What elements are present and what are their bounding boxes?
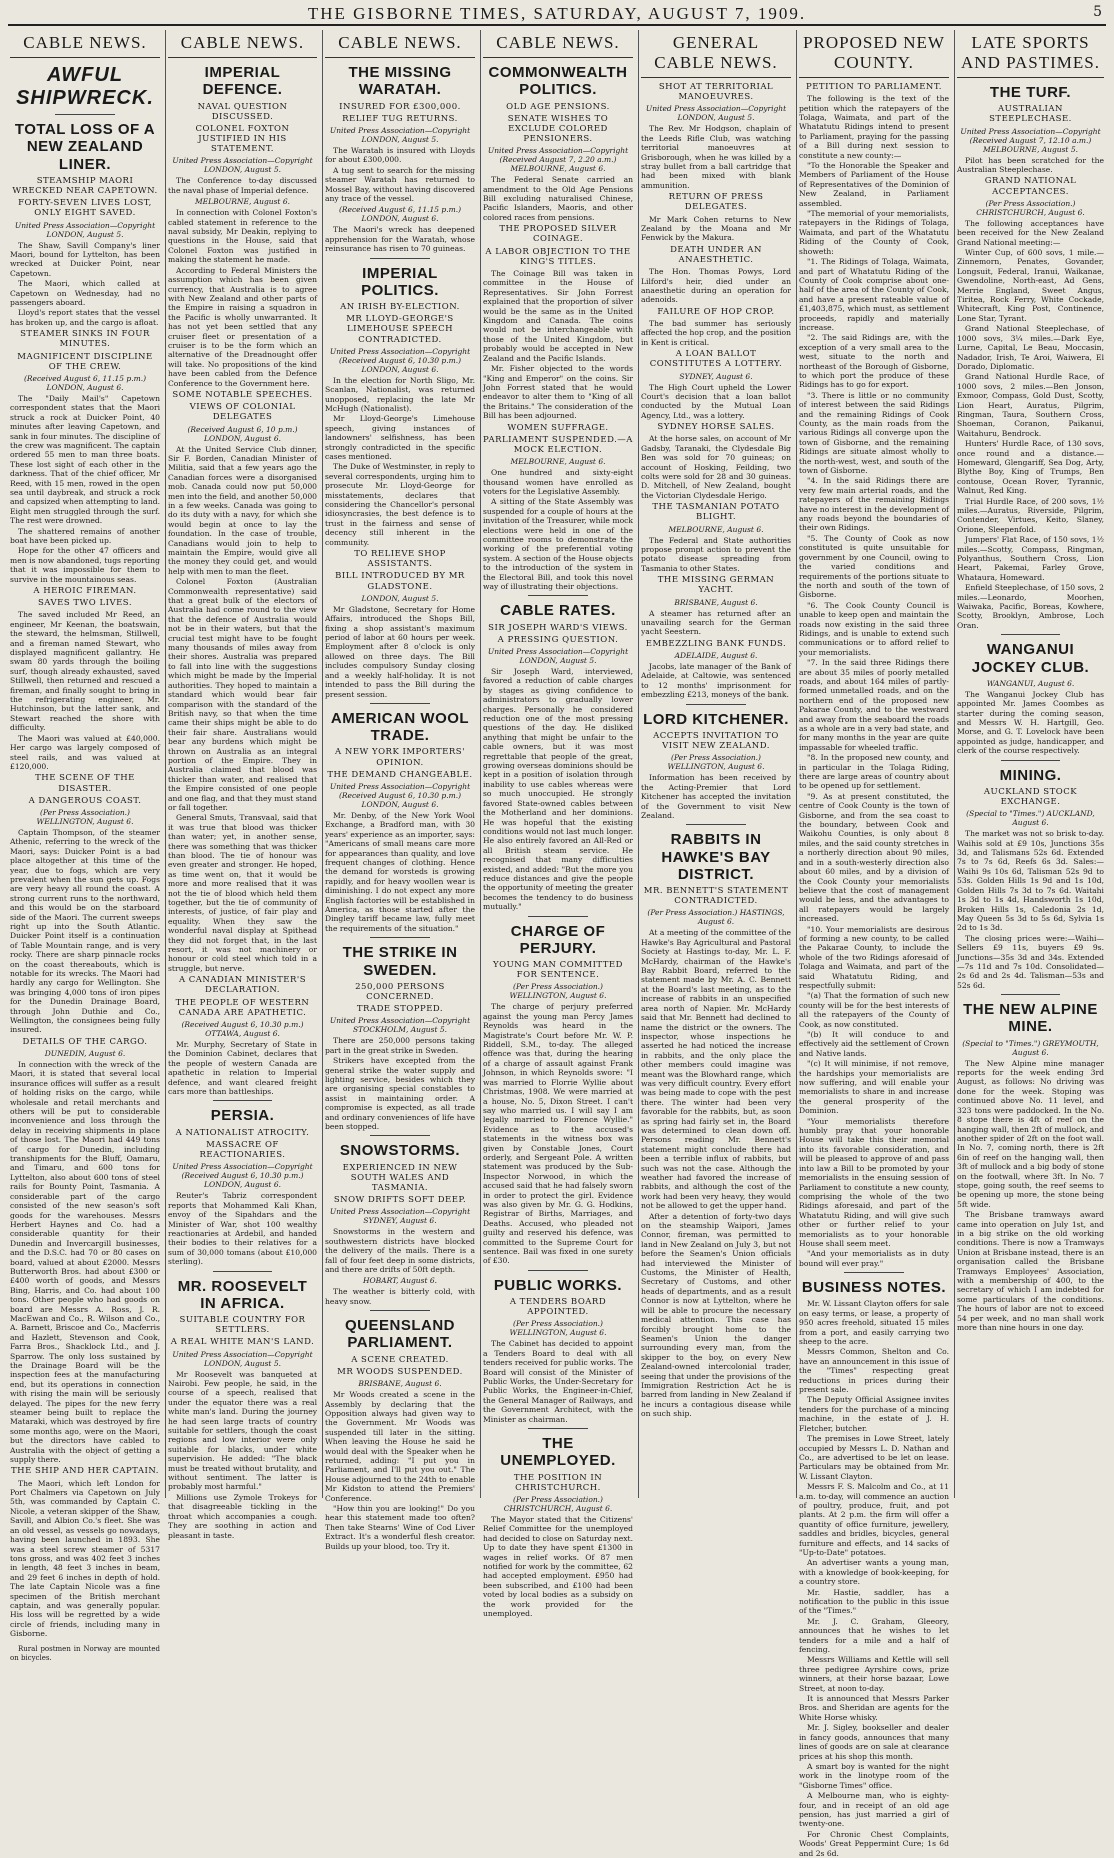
divider xyxy=(528,1270,588,1271)
paragraph: Information has been received by the Acting-Premier that Lord Kitchener has accepted the invitation of the Government to visit New Zealand. xyxy=(641,773,791,820)
dateline: LONDON, August 5. xyxy=(361,593,439,603)
paragraph: Pilot has been scratched for the Australian Steeplechase. xyxy=(957,155,1104,175)
subheading: A DANGEROUS COAST. xyxy=(28,795,142,806)
divider xyxy=(370,258,430,259)
dateline: MELBOURNE, August 6. xyxy=(668,524,764,534)
dateline: United Press Association—Copyright LONDON, August 5. xyxy=(172,156,313,175)
dateline: United Press Association—Copyright (Received August 6, 10.30 p.m.) LONDON, August 6. xyxy=(329,346,471,374)
divider xyxy=(370,937,430,938)
paragraph: "1. The Ridings of Tolaga, Waimata, and part of Whatatutu Riding of the County of Cook comprise about one-half of the area of the County of Cook, and have a present rateable value of £1,403,875, which must, as settlement proceeds, rapidly and materially increase. xyxy=(799,257,949,332)
paragraph: Lloyd's report states that the vessel has broken up, and the cargo is afloat. xyxy=(10,308,160,327)
paragraph: The Federal and State authorities propose prompt action to prevent the potato disease spreading from Tasmania to other States. xyxy=(641,535,791,573)
paragraph: At a meeting of the committee of the Hawke's Bay Agricultural and Pastoral Society at Hastings to-day, Mr. L. F. McHardy, chairman of the Hawke's Bay Rabbit Board, referred to the statement made by Mr. A. C. Bennett at the Board's last meeting, as to the increase of rabbits in an unspecified area north of Napier. Mr. McHardy said that Mr. Bennett had declined to name the district or the owners. The inspector, whose inspections he asserted he had noticed the increase in rabbits, and the only place the other members could imagine was meant was the Blowhard range, which was very difficult country. Every effort was being made to cope with the pest there. The winter had been very favorable for the rabbits, but, as soon as spring had fairly set in, the Board was determined to clean down off. Persons reading Mr. Bennett's statement might conclude there had been a terrible influx of rabbits, but such was not the case. Although the weather had favored the increase of rabbits, and although the cost of the work had been very heavy, they would not be allowed to get the upper hand. xyxy=(641,928,791,1211)
column-banner: CABLE NEWS. xyxy=(168,30,317,58)
paragraph: Messrs F. S. Malcolm and Co., at 11 a.m. to-day, will commence an auction of poultry, produce, fruit, and pot plants. At 2 p.m. the firm will offer a quantity of office furniture, jewellery, saddles and bridles, bicycles, general furniture and effects, and 14 sacks of "Up-to-Date" potatoes. xyxy=(799,1482,949,1557)
subheading: STEAMER SINKS IN FOUR MINUTES. xyxy=(20,329,150,350)
subheading: A TENDERS BOARD APPOINTED. xyxy=(509,1297,607,1318)
subheading: EXPERIENCED IN NEW SOUTH WALES AND TASMANIA. xyxy=(342,1162,458,1193)
subheading: THE MISSING GERMAN YACHT. xyxy=(657,575,775,596)
subheading: YOUNG MAN COMMITTED FOR SENTENCE. xyxy=(493,960,623,981)
subheading: A PRESSING QUESTION. xyxy=(497,634,619,645)
subheading: SHOT AT TERRITORIAL MANOEUVRES. xyxy=(658,82,774,103)
subheading: MAGNIFICENT DISCIPLINE OF THE CREW. xyxy=(17,351,153,372)
column-body xyxy=(168,64,317,1540)
subheading: PETITION TO PARLIAMENT. xyxy=(805,82,942,92)
column-banner: PROPOSED NEW COUNTY. xyxy=(799,30,949,78)
paragraph: A smart boy is wanted for the night work in the linotype room of the "Gisborne Times" office. xyxy=(799,1761,949,1790)
headline: AWFUL SHIPWRECK. xyxy=(16,64,154,109)
paragraph: The Duke of Westminster, in reply to several correspondents, urging him to prosecute Mr. Lloyd-George for misstatements, declares that considering the Chancellor's personal idiosyncrasies, the best defence is to trust in the fairness and sense of decency still inherent in the community. xyxy=(325,462,475,547)
dateline: (Per Press Association.) CHRISTCHURCH, August 6. xyxy=(503,1494,613,1513)
subheading: NAVAL QUESTION DISCUSSED. xyxy=(197,101,288,122)
subheading: A REAL WHITE MAN'S LAND. xyxy=(170,1337,315,1348)
headline: MINING. xyxy=(999,766,1062,784)
subheading: EMBEZZLING BANK FUNDS. xyxy=(645,638,787,649)
paragraph: The weather is bitterly cold, with heavy snow. xyxy=(325,1287,475,1306)
headline: IMPERIAL DEFENCE. xyxy=(202,64,283,99)
dateline: United Press Association—Copyright (Received August 7, 12.10 a.m.) MELBOURNE, August 5. xyxy=(960,126,1101,154)
subheading: PARLIAMENT SUSPENDED.—A MOCK ELECTION. xyxy=(483,434,633,455)
subheading: A HEROIC FIREMAN. xyxy=(33,586,137,597)
column-banner: CABLE NEWS. xyxy=(483,30,633,58)
dateline: (Per Press Association.) WELLINGTON, August 6. xyxy=(36,807,134,826)
paragraph: The following is the text of the petition which the ratepayers of the Tolaga, Waimata, and part of the Whatatutu Ridings intend to present to Parliament, praying for the passing of a Bill during next session to constitute a new county:— xyxy=(799,94,949,160)
headline: BUSINESS NOTES. xyxy=(801,1279,947,1297)
subheading: THE SCENE OF THE DISASTER. xyxy=(35,773,135,794)
filler-note: Rural postmen in Norway are mounted on bicycles. xyxy=(10,1644,160,1662)
dateline: United Press Association—Copyright SYDNEY, August 6. xyxy=(329,1207,471,1226)
paragraph: Mr Lloyd-George's Limehouse speech, giving instances of landowners' selfishness, has been strongly contradicted in the specific cases mentioned. xyxy=(325,414,475,462)
paragraph: "6. The Cook County Council is unable to keep open and maintain the roads now existing in the said three Ridings, and is unable to extend such communications or to afford relief to your memorialists. xyxy=(799,600,949,657)
column-banner: GENERAL CABLE NEWS. xyxy=(641,30,791,78)
paragraph: A steamer has returned after an unavailing search for the German yacht Seestern. xyxy=(641,608,791,637)
divider xyxy=(686,824,746,825)
divider xyxy=(213,1271,273,1272)
dateline: (Per Press Association.) WELLINGTON, August 6. xyxy=(667,753,765,772)
paragraph: The Brisbane tramways award came into operation on July 1st, and in a big strike on the old working conditions. There is now a Tramways Union at Brisbane instead, there is an organisation called the Brisbane Tramways Employees' Association, with a membership of 400, to the secretary of which I am indebted for some particulars of the conditions. The hours of labor are not to exceed 54 per week, and no man shall work more than nine hours in one day. xyxy=(957,1210,1104,1333)
headline: MR. ROOSEVELT IN AFRICA. xyxy=(177,1277,308,1312)
subheading: OLD AGE PENSIONS. xyxy=(506,101,610,112)
paragraph: "And your memorialists as in duty bound will ever pray." xyxy=(799,1249,949,1268)
paragraph: "To the Honorable the Speaker and Members of Parliament of the House of Representatives of the Dominion of New Zealand, in Parliament assembled. xyxy=(799,161,949,208)
subheading: FAILURE OF HOP CROP. xyxy=(657,306,775,317)
paragraph: Hope for the other 47 officers and men is now abandoned, tugs reporting that it was impossible for them to survive in the mountainous seas. xyxy=(10,546,160,584)
dateline: WANGANUI, August 6. xyxy=(986,678,1075,688)
divider xyxy=(686,704,746,705)
subheading: A LABOR OBJECTION TO THE KING'S TITLES. xyxy=(485,246,631,267)
column-4 xyxy=(480,30,635,1619)
paragraph: A Melbourne man, who is eighty-four, and in receipt of an old age pension, has just married a girl of twenty-one. xyxy=(799,1791,949,1829)
dateline: MELBOURNE, August 6. xyxy=(510,457,606,467)
paragraph: Reuter's Tabriz correspondent reports that Mohammed Kali Khan, envoy of the Sipahdars and the Minister of War, shot 100 wealthy reactionaries at Ardebil, and handed their bodies to their relatives for a sum of 30,000 tomans (about £10,000 sterling). xyxy=(168,1191,317,1267)
headline: WANGANUI JOCKEY CLUB. xyxy=(971,641,1090,676)
paragraph: Messrs Common, Shelton and Co. have an announcement in this issue of the "Times" respecting great reductions in prices during their present sale. xyxy=(799,1347,949,1395)
subheading: MR LLOYD-GEORGE'S LIMEHOUSE SPEECH CONTRADICTED. xyxy=(346,314,454,345)
subheading: SUITABLE COUNTRY FOR SETTLERS. xyxy=(179,1315,306,1336)
dateline: (Per Press Association.) HASTINGS, August 6. xyxy=(647,908,785,927)
paragraph: Strikers have excepted from the general strike the water supply and lighting service, besides which they are organising special constables to assist in maintaining order. A compromise is expected, as all trade and ordinary conveniences of life have been stopped. xyxy=(325,1056,475,1131)
dateline: United Press Association—Copyright LONDON, August 5. xyxy=(14,220,156,239)
paragraph: "(c) It will minimise, if not remove, the hardships your memorialists are now suffering, and will enable your memorialists to share in and increase the general prosperity of the Dominion. xyxy=(799,1059,949,1116)
subheading: FORTY-SEVEN LIVES LOST, ONLY EIGHT SAVED. xyxy=(18,198,152,219)
column-7 xyxy=(954,30,1106,1498)
paragraph: At the horse sales, on account of Mr Gadsby, Taranaki, the Clydesdale Big Ben was sold for 70 guineas; on account of Hosking, Feilding, two colts were sold for 28 and 30 guineas. D. Mitchell, of New Zealand, bought the Victorian Clydesdale Herigo. xyxy=(641,434,791,500)
paragraph: General Smuts, Transvaal, said that it was true that blood was thicker than water; yet, in another sense, there was something that was thicker than blood. The tie of honour was even greater and stronger. He hoped, as time went on, that it would be more and more realised that it was not the tie of blood which held them together, but the tie of community of interests, of justice, of fair play and equality. When they saw the wonderful naval display at Spithead they did not forget that, in the last resort, it was not machinery or honour or cold steel which told in a struggle, but nerve. xyxy=(168,813,317,973)
paragraph: The closing prices were:—Waihi—Sellers £9 11s, buyers £9 9s. Junctions—35s 3d and 34s. Extended—7s 11d and 7s 10d. Consolidated—2s 6d and 2s 4d. Talisman—53s and 52s 6d. xyxy=(957,933,1104,990)
subheading: DETAILS OF THE CARGO. xyxy=(22,1036,148,1047)
subheading: A LOAN BALLOT CONSTITUTES A LOTTERY. xyxy=(649,349,783,370)
paragraph: In connection with the wreck of the Maori, it is stated that several local insurance offices will suffer as a result of holding risks on the cargo, while wholesale and retail merchants and others will be put to considerable inconvenience and loss through the delay in receiving shipments in place of those lost. The Maori had 449 tons of cargo for Dunedin, including transhipments for the Bluff, Oamaru, and Timaru, and 600 tons for Lyttelton, also about 600 tons of steel rails for Bounty Point, Tasmania. A considerable part of the cargo consisted of the new season's soft goods for the warehouses. Messrs Herbert Haynes and Co. had a considerable quantity for their Dunedin and Invercargill businesses, and the D.S.C. had 70 or 80 cases on board, valued at about £2000. Messrs Butterworth Bros. had about £300 or £400 worth of goods, and Messrs Bing, Harris, and Co. had about 100 tons. Other people who had goods on board are Messrs A. Ross, J. R. MacEwan and Co., R. Wilson and Co., A. Barnett, Briscoe and Co., Macferris and Hazlett, Stevenson and Cook, Farra Bros., Shacklock Ltd., and J. Sparrow. The only loss sustained by the Drainage Board will be the inspection fees at the manufacturing end, but its operations in connection with rising the main will be seriously delayed. The pipes for the new ferry steamer being built to replace the Mataraki, which was destroyed by fire some months ago, were on the Maori, but the directors have cabled to Australia with the object of getting a supply there. xyxy=(10,1060,160,1465)
dateline: BRISBANE, August 6. xyxy=(358,1379,442,1389)
paragraph: Millions use Zymole Trokeys for that disagreeable tickling in the throat which accompanies a cough. They are soothing in action and pleasant in taste. xyxy=(168,1492,317,1540)
subheading: INSURED FOR £300,000. xyxy=(339,101,461,112)
subheading: SNOW DRIFTS SOFT DEEP. xyxy=(333,1195,467,1206)
headline: TOTAL LOSS OF A NEW ZEALAND LINER. xyxy=(14,121,156,173)
column-3 xyxy=(322,30,477,1551)
subheading: THE PEOPLE OF WESTERN CANADA ARE APATHETIC. xyxy=(175,997,310,1018)
paragraph: The Maori was valued at £40,000. Her cargo was largely composed of steel rails, and was valued at £120,000. xyxy=(10,733,160,771)
divider xyxy=(55,114,115,115)
column-6 xyxy=(796,30,951,1858)
headline: CHARGE OF PERJURY. xyxy=(510,922,606,957)
divider xyxy=(1001,994,1060,995)
headline: THE NEW ALPINE MINE. xyxy=(963,1001,1098,1036)
divider xyxy=(1001,634,1060,635)
subheading: AN IRISH BY-ELECTION. xyxy=(340,302,460,313)
headline: IMPERIAL POLITICS. xyxy=(361,264,439,299)
headline: QUEENSLAND PARLIAMENT. xyxy=(344,1317,455,1352)
column-banner: CABLE NEWS. xyxy=(325,30,475,58)
column-body xyxy=(483,64,633,1618)
column-banner: LATE SPORTS AND PASTIMES. xyxy=(957,30,1104,78)
paragraph: Captain Thompson, of the steamer Athenic, referring to the wreck of the Maori, says: Duicker Point is a bad place altogether at this time of the year, due to fogs, which are very prevalent when the sun gets up. Fogs are very heavy all round the coast. A strong current runs to the northward, and this would be on the starboard side of the Maori. The current sweeps right up into the South Atlantic. Duicker Point itself is a continuation of Table Mountain range, and is very rocky. There are sharp pinnacle rocks on the coast thereabouts, which is notable for its wrecks. The Maori had hardly any cargo for Wellington. She was bringing 4,000 tons of iron pipes for the Dunedin Drainage Board, through John Duthie and Co., Wellington, the consignees being fully insured. xyxy=(10,827,160,1035)
paragraph: The charge of perjury preferred against the young man Percy James Reynolds was heard in the Magistrate's Court before Mr. W. P. Riddell, S.M., to-day. The alleged offence was that, during the hearing of a charge of assault against Frank Johnson, in which Reynolds swore: "I was married to Florrie Wyllie about Christmas, 1908. We were married at a house, No. 5, Dixon Street. I can't say who married us. I will say I am legally married to Florence Wyllie." Evidence as to the accused's statements in the witness box was given by Constable Jones, Court orderly, and Sergeant Pole. A written statement was produced by the Sub-Inspector Norwood, in which the accused said that he had falsely sworn in order to protect the girl. Evidence was also given by Mr. G. G. Hodkins, Registrar of Births, Marriages, and Deaths. Accused, who pleaded not guilty and reserved his defence, was committed to the Supreme Court for sentence. Bail was fixed in one surety of £30. xyxy=(483,1002,633,1266)
paragraph: A sitting of the State Assembly was suspended for a couple of hours at the invitation of the Treasurer, while mock elections were held in one of the committee rooms to demonstrate the working of the preferential voting system. A section of the House objects to the introduction of the system in the Electoral Bill, and took this novel way of illustrating their objections. xyxy=(483,497,633,591)
paragraph: One hundred and sixty-eight thousand women have enrolled as voters for the Legislative Assembly. xyxy=(483,468,633,496)
paragraph: Colonel Foxton (Australian Commonwealth representative) said that a great bulk of the electors of Australia had come round to the view that the defence of Australia would not be in their waters, but that the crucial test might have to be fought many thousands of miles away from their shores. Australia was prepared to fall into line with the suggestions which might be made by the Imperial authorities. They hoped to maintain a standard which would bear fair comparison with the standard of the British navy, so that when the time came their ships might be able to do their fair share. Australians would bear any burdens which might be thrown on Australia as an integral portion of the Empire. They in Australia claimed that blood was thicker than water, and realised that the Empire consisted of one people and one flag, and that they must stand or fall together. xyxy=(168,577,317,812)
headline: COMMONWEALTH POLITICS. xyxy=(488,64,628,99)
paragraph: Mr Gladstone, Secretary for Home Affairs, introduced the Shops Bill, fixing a shop assistant's maximum period of labor at 60 hours per week. Employment after 8 o'clock is only allowed on three days. The Bill includes compulsory Sunday closing and a weekly half-holiday. It is not intended to pass the Bill during the present session. xyxy=(325,604,475,699)
subheading: COLONEL FOXTON JUSTIFIED IN HIS STATEMENT. xyxy=(195,123,290,155)
dateline: (Per Press Association.) CHRISTCHURCH, August 6. xyxy=(976,198,1085,217)
dateline: DUNEDIN, August 6. xyxy=(44,1049,126,1058)
paragraph: "8. In the proposed new county, and in particular in the Tolaga Riding, there are large areas of country about to be opened up for settlement. xyxy=(799,753,949,791)
subheading: AUCKLAND STOCK EXCHANGE. xyxy=(983,786,1078,808)
paragraph: Grand National Hurdle Race, of 1000 sovs, 2 miles.—Ben Jonson, Exmoor, Compass, Gold Dust, Scotty, Lion Heart, Auratus, Pilgrim, Ringman, Taura, Southern Cross, Shoeman, Coranon, Paikanui, Waitahuru, Bendrock. xyxy=(957,372,1104,438)
paragraph: The Federal Senate carried an amendment to the Old Age Pensions Bill excluding naturalised Chinese, Pacific Islanders, Maoris, and other colored races from pensions. xyxy=(483,175,633,222)
dateline: (Per Press Association.) WELLINGTON, August 6. xyxy=(509,1319,607,1338)
column-2 xyxy=(165,30,319,1540)
column-5 xyxy=(638,30,793,1498)
paragraph: The Deputy Official Assignee invites tenders for the purchase of a mincing machine, in the estate of J. H. Fletcher, butcher. xyxy=(799,1395,949,1433)
subheading: TRADE STOPPED. xyxy=(356,1004,444,1015)
paragraph: "10. Your memorialists are desirous of forming a new county, to be called the Pakarae County, to include the whole of the two Ridings aforesaid of Tolaga and Waimata, and part of the said Whatatutu Riding, and respectfully submit: xyxy=(799,924,949,990)
dateline: (Special to "Times.") AUCKLAND, August 6. xyxy=(966,809,1095,828)
subheading: VIEWS OF COLONIAL DELEGATES xyxy=(189,402,296,423)
subheading: GRAND NATIONAL ACCEPTANCES. xyxy=(984,176,1077,197)
subheading: AUSTRALIAN STEEPLECHASE. xyxy=(989,104,1072,125)
divider xyxy=(370,703,430,704)
divider xyxy=(1001,760,1060,761)
paragraph: After a detention of forty-two days on the steamship Waipori, James Connor, fireman, was permitted to land in New Zealand on July 3, but not before the Seamen's Union officials had interviewed the Minister of Customs, the Minister of Health, Secretary of Customs, and other heads of departments, and as a result Connor is now at Lyttelton, where he will be able to procure the necessary medical attention. This case has forcibly brought home to the Seamen's Union the danger surrounding every man, from the skipper to the boy, on every New Zealand-owned intercolonial trader, seeing that under the provisions of the Immigration Restriction Act he is barred from landing in New Zealand if he incurs a contagious disease while on such ship. xyxy=(641,1211,791,1419)
paragraph: The premises in Lowe Street, lately occupied by Messrs L. D. Nathan and Co., are advertised to be let on lease. Particulars may be obtained from Mr. W. Lissant Clayton. xyxy=(799,1434,949,1481)
subheading: DEATH UNDER AN ANAESTHETIC. xyxy=(670,244,762,265)
paragraph: Mr. Murphy, Secretary of State in the Dominion Cabinet, declares that the people of western Canada are apathetic in relation to Imperial defence, and want cleared freight cars more than battleships. xyxy=(168,1040,317,1097)
paragraph: The Coinage Bill was taken in committee in the House of Representatives. Sir John Forrest explained that the proportion of silver would be the same as in the United Kingdom and Canada. The coins would not be interchangeable with those of the United Kingdom, but probably would be accepted in New Zealand and the Pacific Islands. xyxy=(483,269,633,363)
page-number: 5 xyxy=(1093,4,1102,20)
subheading: THE SHIP AND HER CAPTAIN. xyxy=(11,1466,159,1477)
subheading: RETURN OF PRESS DELEGATES. xyxy=(668,192,764,213)
paragraph: The shattered remains of another boat have been picked up. xyxy=(10,526,160,545)
subheading: ACCEPTS INVITATION TO VISIT NEW ZEALAND. xyxy=(653,730,779,752)
newspaper-title: THE GISBORNE TIMES, SATURDAY, AUGUST 7, 1909. xyxy=(307,4,807,23)
paragraph: Trial Hurdle Race, of 200 sovs, 1½ miles.—Auratus, Riverside, Pilgrim, Contender, Virtues, Keito, Slaney, Orione, Sleepenfold. xyxy=(957,496,1104,534)
paragraph: Mr Mark Cohen returns to New Zealand by the Moana and Mr Fenwick by the Makura. xyxy=(641,214,791,243)
paragraph: The Cabinet has decided to appoint a Tenders Board to deal with all tenders received for public works. The Board will consist of the Minister of Public Works, the Under-Secretary for Public Works, the Engineer-in-Chief, the General Manager of Railways, and the Government Architect, with the Minister as chairman. xyxy=(483,1339,633,1424)
subheading: A CANADIAN MINISTER'S DECLARATION. xyxy=(178,975,307,996)
paragraph: The Conference to-day discussed the naval phase of Imperial defence. xyxy=(168,176,317,195)
headline: THE TURF. xyxy=(989,84,1072,101)
subheading: A SCENE CREATED. xyxy=(351,1354,449,1365)
paragraph: "The memorial of your memorialists, ratepayers in the Ridings of Tolaga, Waimata, and part of the Whatatutu Riding of the County of Cook, showeth: xyxy=(799,209,949,256)
column-body xyxy=(799,82,949,1858)
paragraph: Mr. Denby, of the New York Wool Exchange, a Bradford man, with 30 years' experience as an importer, says: "Americans of small means care more for appearances than quality, and love frequent changes of clothing. Hence the demand for worsteds is growing rapidly, and for heavy woollen wear is diminishing. I do not expect any more English factories will be established in America, as those started after the Dingley tariff became law, fully meet the requirements of the situation." xyxy=(325,810,475,933)
paragraph: Sir Joseph Ward, interviewed, favored a reduction of cable charges by stages as giving confidence to administrators to gradually lower charges. Personally he considered reduction one of the most pressing questions of the day. He disliked anything that might be unfair to the cable owners, but it was most regrettable that people of the great, growing overseas dominions should be kept in a position of isolation through inability to use cables whereas were so much unoccupied. He strongly favored State-owned cables between the Motherland and her dominions. He was hopeful that the existing conditions would not last much longer. He also entirely favored an All-Red or all British steam service. He recognised that many difficulties existed, and added: "But the more you reduce distances and give the people the opportunity of meeting the greater becomes the tendency to do business mutually." xyxy=(483,667,633,912)
dateline: BRISBANE, August 6. xyxy=(674,597,758,607)
headline: CABLE RATES. xyxy=(500,602,616,620)
dateline: HOBART, August 6. xyxy=(362,1276,438,1286)
dateline: United Press Association—Copyright LONDON, August 5. xyxy=(487,647,629,665)
paragraph: The following acceptances have been received for the New Zealand Grand National meeting:— xyxy=(957,218,1104,247)
subheading: THE DEMAND CHANGEABLE. xyxy=(327,769,473,780)
paragraph: The Waratah is insured with Lloyds for about £300,000. xyxy=(325,145,475,165)
paragraph: The New Alpine mine manager reports for the week ending 3rd August, as follows: No driving was done for the week. Stoping was continued above No. 11 level, and 323 tons were paddocked. In the No. 8 stope there is 4ft of reef on the hanging wall, then 2ft of mullock, and another spider of 2ft on the foot wall. In No. 7, coming north, there is 2ft 6in of reef on the hanging wall, then 3ft of mullock and a big body of stone on the footwall, where 3ft. In No. 7 stope, going south, the reef seems to be opening up more, the stone being 5ft wide. xyxy=(957,1058,1104,1209)
paragraph: The "Daily Mail's" Capetown correspondent states that the Maori struck a rock at Duicker Point, 40 minutes after leaving Capetown, and sank in four minutes. The discipline of the crew was magnificent. The captain ordered 55 men to man three boats. These lost sight of each other in the darkness. That of the chief officer, Mr Reed, with 15 men, rowed in the open sea until daybreak, and struck a rock and capsized when attempting to land. Eight men struggled through the surf. The rest were drowned. xyxy=(10,393,160,526)
paragraph: Jacobs, late manager of the Bank of Adelaide, at Caltowie, was sentenced to 12 months' imprisonment for embezzling £213, moneys of the bank. xyxy=(641,662,791,700)
column-body xyxy=(957,84,1104,1332)
subheading: SAVES TWO LIVES. xyxy=(37,598,133,609)
column-1 xyxy=(8,30,162,1662)
subheading: THE PROPOSED SILVER COINAGE. xyxy=(499,224,617,245)
divider xyxy=(370,1310,430,1311)
paragraph: According to Federal Ministers the assumption which has been given currency, that Australia is to agree with New Zealand and other parts of the Empire in raising a squadron in the Pacific is wholly unwarranted. It has not yet been settled that any cruiser fleet or presentation of a cruiser is to be the form which an alternative of the Dreadnought offer will take. No propositions of the kind have been cabled from the Defence Conference to the Government here. xyxy=(168,265,317,388)
subheading: SIR JOSEPH WARD'S VIEWS. xyxy=(488,622,628,633)
subheading: A NATIONALIST ATROCITY. xyxy=(175,1127,310,1138)
paragraph: "9. As at present constituted, the centre of Cook County is the town of Gisborne, and from the sea coast to the boundary, between Cook and Waikohu Counties, is only about 8 miles, and the said county stretches in a northerly direction about 90 miles, and in a south-westerly direction also about 60 miles, and by a division of the Cook County your memorialists believe that the cost of management would be less, and the advantages to all ratepayers would be largely increased. xyxy=(799,791,949,924)
dateline: United Press Association—Copyright (Received August 6, 10.30 p.m.) LONDON, August 6. xyxy=(172,1162,313,1190)
subheading: RELIEF TUG RETURNS. xyxy=(342,113,458,124)
subheading: MR. BENNETT'S STATEMENT CONTRADICTED. xyxy=(643,886,789,907)
headline: THE STRIKE IN SWEDEN. xyxy=(342,944,458,979)
paragraph: "(b) It will conduce to and effectively aid the settlement of Crown and Native lands. xyxy=(799,1030,949,1058)
paragraph: Hunters' Hurdle Race, of 130 sovs, once round and a distance.—Homeward, Glengariff, Sea Dog, Arty, Blythe Boy, King of Trumps, Ben contouse, Ocean Rover, Tyrannic, Walnut, Red King. xyxy=(957,439,1104,496)
column-body xyxy=(641,82,791,1419)
headline: PUBLIC WORKS. xyxy=(493,1276,623,1294)
paragraph: The High Court upheld the Lower Court's decision that a loan ballot conducted by the Mutual Loan Agency, Ltd., was a lottery. xyxy=(641,382,791,420)
paragraph: Mr. J. C. Graham, Gleeory, announces that he wishes to let tenders for a mile and a half of fencing. xyxy=(799,1616,949,1655)
paragraph: The Maori, which called at Capetown on Wednesday, had no passengers aboard. xyxy=(10,279,160,307)
dateline: ADELAIDE, August 6. xyxy=(674,651,758,661)
dateline: (Special to "Times.") GREYMOUTH, August 6. xyxy=(962,1038,1099,1057)
paragraph: Mr. Hastie, saddler, has a notification to the public in this issue of the "Times." xyxy=(799,1587,949,1616)
divider xyxy=(213,1100,273,1101)
divider xyxy=(528,595,588,596)
subheading: SYDNEY HORSE SALES. xyxy=(657,422,775,433)
dateline: (Received August 6, 11.15 p.m.) LONDON, August 6. xyxy=(338,205,462,224)
paragraph: Jumpers' Flat Race, of 150 sovs, 1½ miles.—Scotty, Compass, Ringman, Polyanthus, Southern Cross, Lion Heart, Pakemai, Farley Grove, Whataura, Homeward. xyxy=(957,535,1104,582)
paragraph: Messrs Williams and Kettle will sell three pedigree Ayrshire cows, prize winners, at their horse bazaar, Lowe Street, at noon to-day. xyxy=(799,1655,949,1693)
paragraph: "Your memorialists therefore humbly pray that your honorable House will take this their memorial into its favorable consideration, and will be pleased to approve of and pass into law a Bill to be promoted by your memorialists in the ensuing session of Parliament to constitute a new county, comprising the whole of the two Ridings aforesaid, and part of the Whatatutu Riding, and will give such other or further relief to your memorialists as to your honorable House shall seem meet. xyxy=(799,1116,949,1248)
paragraph: The market was not so brisk to-day. Waihis sold at £9 10s, Junctions 35s 3d, and Talismans 52s 6d. Extended 7s to 7s 6d, Reefs 6s 3d. Sales:—Waihi 9s 10s 6d, Talisman 52s 9d to 53s. Golden Hills 1s 9d and 1s 10d, Golden Hills 7s 3d to 7s 6d. Waitahi 1s 3d to 1s 4d, Handsworth 1s 10d, Broken Hills 1s, Caledonia 2s 1d, May Queen 5s 3d to 5s 6d, Sylvia 1s 2d to 1s 3d. xyxy=(957,829,1104,933)
headline: THE UNEMPLOYED. xyxy=(500,1435,616,1470)
divider xyxy=(370,1135,430,1136)
subheading: WOMEN SUFFRAGE. xyxy=(507,422,609,433)
paragraph: The Rev. Mr Hodgson, chaplain of the Leeds Rifle Club, was watching territorial manoeuvres at Grisborough, when he was killed by a stray bullet from a ball cartridge that had been mixed with blank ammunition. xyxy=(641,124,791,190)
headline: THE MISSING WARATAH. xyxy=(348,64,452,99)
paragraph: At the United Service Club dinner, Sir F. Borden, Canadian Minister of Militia, said that a few years ago the Canadian forces were a disorganised mob. Canada could now put 50,000 men into the field, and another 50,000 in a few weeks. Canada was going to do its duty with a navy, for which she would begin at once to lay the foundation. In the case of trouble, Canadians would join to help to maintain the Empire, would give all the money they could get, and would help with men to man the fleet. xyxy=(168,444,317,576)
paragraph: Mr Roosevelt was banqueted at Nairobi. Few people, he said, in the course of a speech, realised that under the equator there was a real white man's land. During the journey he had seen large tracts of country suitable for settlers, though the coast regions and low interior were only suitable for blacks, under white supervision. He added: "The black must be treated without brutality, and without sentiment. The latter is probably most harmful." xyxy=(168,1369,317,1492)
paragraph: In the election for North Sligo, Mr. Scanlan, Nationalist, was returned unopposed, replacing the late Mr McHugh (Nationalist). xyxy=(325,375,475,413)
paragraph: In connection with Colonel Foxton's cabled statement in reference to the naval subsidy, Mr Deakin, replying to questions in the House, said that Colonel Foxton was justified in making the statement he made. xyxy=(168,208,317,265)
dateline: (Per Press Association.) WELLINGTON, August 6. xyxy=(509,982,607,1001)
paragraph: There are 250,000 persons taking part in the great strike in Sweden. xyxy=(325,1036,475,1055)
divider xyxy=(528,916,588,917)
dateline: United Press Association—Copyright (Received August 6, 10.30 p.m.) LONDON, August 6. xyxy=(329,781,471,809)
paragraph: The Shaw, Savill Company's liner Maori, bound for Lyttelton, has been wrecked at Duicker Point, near Capetown. xyxy=(10,240,160,278)
paragraph: "How thin you are looking!" Do you hear this statement made too often? Then take Stearns' Wine of Cod Liver Extract. It's a wonderful flesh creator. Builds up your blood, too. Try it. xyxy=(325,1503,475,1551)
subheading: BILL INTRODUCED BY MR GLADSTONE. xyxy=(335,571,465,592)
subheading: MR WOODS SUSPENDED. xyxy=(337,1366,463,1377)
subheading: THE POSITION IN CHRISTCHURCH. xyxy=(513,1472,603,1493)
paragraph: "2. The said Ridings are, with the exception of a very small area to the west, situate to the north and northeast of the Borough of Gisborne, to which port the produce of these Ridings has to go for export. xyxy=(799,333,949,390)
paragraph: The Maori, which left London for Port Chalmers via Capetown on July 5th, was commanded by Captain C. Nicole, a veteran skipper of the Shaw, Savill, and Albion Co.'s fleet. She was an old vessel, as vessels go nowadays, having been launched in 1893. She was a steel screw steamer of 5317 tons gross, and was 402 feet 3 inches in length, 48 feet 3 inches in beam, and 29 feet 6 inches in depth of hold. The late Captain Nicole was a fine specimen of the British merchant captain, and was generally popular. His loss will be regretted by a wide circle of friends, including many in Gisborne. xyxy=(10,1478,160,1639)
subheading: MASSACRE OF REACTIONARIES. xyxy=(199,1139,286,1161)
dateline: MELBOURNE, August 6. xyxy=(195,197,290,207)
dateline: (Received August 6, 11.15 p.m.) LONDON, August 6. xyxy=(23,373,147,392)
masthead xyxy=(8,0,1106,26)
column-banner: CABLE NEWS. xyxy=(10,30,160,58)
paragraph: The Hon. Thomas Powys, Lord Lilford's heir, died under an anaesthetic during an operation for adenoids. xyxy=(641,267,791,305)
headline: SNOWSTORMS. xyxy=(339,1142,461,1160)
subheading: SOME NOTABLE SPEECHES. xyxy=(172,389,313,400)
dateline: United Press Association—Copyright LONDON, August 5. xyxy=(645,104,787,123)
subheading: A NEW YORK IMPORTERS' OPINION. xyxy=(335,747,465,768)
paragraph: Mr Woods created a scene in the Assembly by declaring that the Opposition always had given way to the Government. Mr Woods was suspended till later in the sitting. When leaving the House he said he would deal with the Speaker when he returned, adding: "I put you in Parliament, and I'll put you out." The House adjourned to the 24th to enable Mr Kidston to attend the Premiers' Conference. xyxy=(325,1390,475,1503)
paragraph: Mr. W. Lissant Clayton offers for sale on easy terms, or lease, a property of 950 acres freehold, situated 15 miles from a port, and easily carrying two sheep to the acre. xyxy=(799,1299,950,1347)
column-body xyxy=(10,64,160,1663)
dateline: United Press Association—Copyright LONDON, August 5. xyxy=(329,125,471,144)
dateline: SYDNEY, August 6. xyxy=(679,371,753,381)
paragraph: For Chronic Chest Complaints, Woods' Great Peppermint Cure; 1s 6d and 2s 6d. xyxy=(799,1829,949,1858)
paragraph: The saved included Mr Reed, an engineer, Mr Keenan, the boatswain, the steward, the helmsman, Stillwell, and a fireman named Stewart, who displayed magnificent gallantry. He swam 80 yards through the boiling surf, though already exhausted, saved Stillwell, then returned and rescued a fireman, and finally sought to bring in the refrigerating engineer, Mr. Hutchinson, but the latter sank, and Stewart reached the shore with difficulty. xyxy=(10,610,160,733)
subheading: TO RELIEVE SHOP ASSISTANTS. xyxy=(354,549,446,570)
dateline: United Press Association—Copyright LONDON, August 5. xyxy=(172,1349,313,1368)
paragraph: The bad summer has seriously affected the hop crop, and the position in Kent is critical. xyxy=(641,319,791,347)
dateline: United Press Association—Copyright (Received August 7, 2.20 a.m.) MELBOURNE, August 6. xyxy=(487,146,629,174)
paragraph: A tug sent to search for the missing steamer Waratah has returned to Mossel Bay, without having discovered any trace of the vessel. xyxy=(325,165,475,203)
paragraph: "(a) That the formation of such new county will be for the best interests of all the ratepayers of the County of Cook, as now constituted. xyxy=(799,991,949,1029)
headline: LORD KITCHENER. xyxy=(643,710,789,728)
paragraph: The Maori's wreck has deepened apprehension for the Waratah, whose reinsurance has risen to 70 guineas. xyxy=(325,225,475,254)
paragraph: "7. In the said three Ridings there are about 35 miles of poorly metalled roads, and about 164 miles of partly-formed unmetalled roads, and on the northern end of the proposed new Pakarae County, and to the westward and away from the seaboard the roads as a whole are in a very bad state, and for many months in the year are quite impassable for wheeled traffic. xyxy=(799,658,949,752)
subheading: STEAMSHIP MAORI WRECKED NEAR CAPETOWN. xyxy=(12,175,158,196)
subheading: 250,000 PERSONS CONCERNED. xyxy=(355,981,445,1002)
dateline: (Received August 6, 10.30 p.m.) OTTAWA, August 6. xyxy=(181,1020,304,1039)
headline: PERSIA. xyxy=(210,1107,275,1125)
divider xyxy=(528,1428,588,1429)
paragraph: Enfield Steeplechase, of 150 sovs, 2 miles.—Leonardo, Moorhen, Waiwaka, Pacific, Boreas, Kowhere, Scotty, Brooklyn, Ambrose, Loch Oran. xyxy=(957,583,1104,630)
paragraph: Mr. Fisher objected to the words "King and Emperor" on the coins. Sir John Forrest stated that he would endeavor to alter them to "King of all the Britains." The consideration of the Bill has been adjourned. xyxy=(483,364,633,421)
column-body xyxy=(325,64,475,1551)
paragraph: Winter Cup, of 600 sovs, 1 mile.—Zinnemorn, Penates, Govander, Longsuit, Federal, Iranui, Waikanae, Gwendoline, North-east, Ad Gens, Merrie England, Sweet Angus, Tiritea, Rock Ferry, White Cockade, Whitecraft, King Post, Continence, Lone Star, Tyrant. xyxy=(957,248,1104,323)
paragraph: "3. There is little or no community of interest between the said Ridings and the remaining Ridings of Cook County, as the main roads from the various Ridings all converge upon the town of Gisborne, and the remaining Ridings are situate almost wholly to the north-west, west, and south of the town of Gisborne. xyxy=(799,390,949,476)
paragraph: The Mayor stated that the Citizens' Relief Committee for the unemployed had decided to close on Saturday next. Up to date they have spent £1300 in wages in relief works. Of 87 men notified for work by the committee, 62 had accepted employment. £950 had been subscribed, and £100 had been voted by local bodies as a subsidy on the work provided for the unemployed. xyxy=(483,1514,633,1619)
paragraph: "4. In the said Ridings there are very few main arterial roads, and the ratepayers of the remaining Ridings have no interest in the development of any roads beyond the boundaries of their own Ridings. xyxy=(799,476,949,533)
paragraph: Snowstorms in the western and southwestern districts have blocked the delivery of the mails. There is a fall of four feet deep in some districts, and there are drifts of 50ft depth. xyxy=(325,1227,475,1274)
dateline: United Press Association—Copyright STOCKHOLM, August 5. xyxy=(329,1016,471,1035)
headline: AMERICAN WOOL TRADE. xyxy=(330,709,470,745)
paragraph: The Wanganui Jockey Club has appointed Mr. James Coombes as starter during the coming season, and Messrs W. H. Hartgill, Geo. Morse, and G. T. Lovelock have been appointed as judge, handicapper, and clerk of the course respectively. xyxy=(957,689,1104,756)
subheading: SENATE WISHES TO EXCLUDE COLORED PENSIONERS. xyxy=(507,113,609,145)
subheading: THE TASMANIAN POTATO BLIGHT. xyxy=(652,502,780,523)
paragraph: "5. The County of Cook as now constituted is quite unsuitable for government by one Council, owing to the varied conditions and requirements of the portions situate to the north and south of the town of Gisborne. xyxy=(799,533,949,600)
dateline: (Received August 6, 10 p.m.) LONDON, August 6. xyxy=(187,424,298,443)
paragraph: Mr. J. Sigley, bookseller and dealer in fancy goods, announces that many lines of goods are on sale at clearance prices at his shop this month. xyxy=(799,1723,949,1761)
divider xyxy=(844,1272,904,1273)
paragraph: Grand National Steeplechase, of 1000 sovs, 3¼ miles.—Dark Eye, Lurne, Capital, Le Beau, Moccasin, Nadador, Irish, Te Aroi, Waiwera, El Dorado, Diplomatic. xyxy=(957,324,1104,371)
headline: RABBITS IN HAWKE'S BAY DISTRICT. xyxy=(661,831,771,883)
paragraph: It is announced that Messrs Parker Bros. and Sheridan are agents for the White Horse whisky. xyxy=(799,1694,949,1722)
paragraph: An advertiser wants a young man, with a knowledge of book-keeping, for a country store. xyxy=(799,1558,949,1587)
